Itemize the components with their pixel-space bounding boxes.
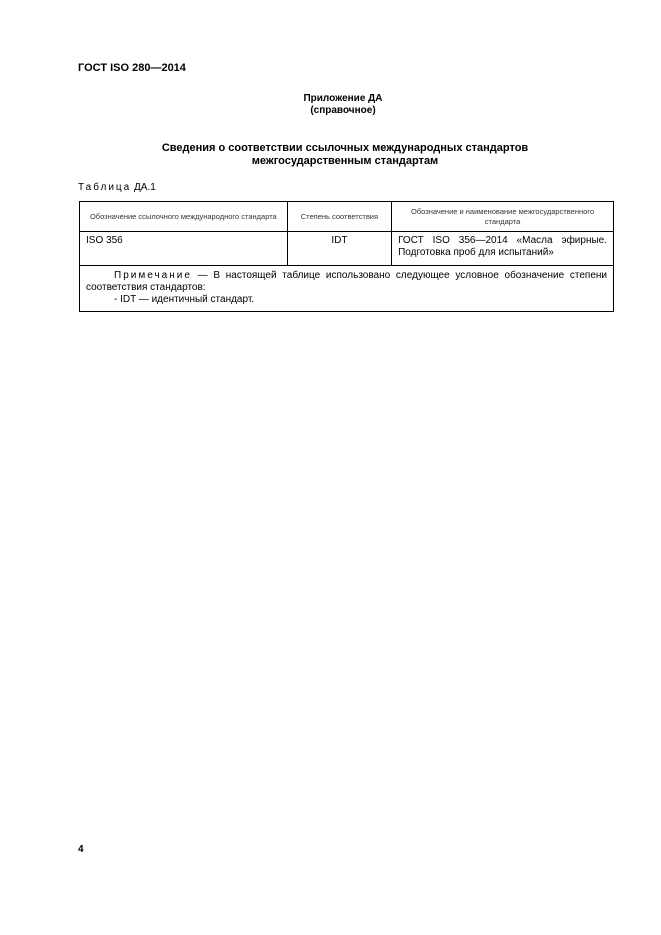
table-label <box>78 182 156 193</box>
appendix-subtitle: (справочное) <box>310 105 376 116</box>
section-heading <box>78 142 612 168</box>
column-header-interstate-standard: Обозначение и наименование межгосударственного стандарта <box>392 202 614 232</box>
appendix-title-block <box>0 93 661 117</box>
note-item: - IDT — идентичный стандарт. <box>114 294 255 305</box>
cell-degree: IDT <box>287 232 391 266</box>
heading-line-1: Сведения о соответствии ссылочных международных стандартов <box>161 142 529 154</box>
page-number: 4 <box>78 844 84 855</box>
document-code: ГОСТ ISO 280—2014 <box>78 62 186 74</box>
table-header-row <box>80 202 614 232</box>
table-note-row <box>80 266 614 312</box>
heading-line-2: межгосударственным стандартам <box>251 155 439 167</box>
note-title: Примечание <box>114 270 192 281</box>
table-label-prefix: Таблица <box>78 182 132 193</box>
column-header-reference: Обозначение ссылочного международного стандарта <box>80 202 288 232</box>
cell-reference: ISO 356 <box>80 232 288 266</box>
column-header-degree: Степень соответствия <box>287 202 391 232</box>
note-text: — В настоящей таблице использовано следующее условное обозначение степени соответствия стандартов: <box>86 270 607 293</box>
table-label-id: ДА.1 <box>134 182 156 193</box>
table-row <box>80 232 614 266</box>
cell-interstate-standard: ГОСТ ISO 356—2014 «Масла эфирные. Подготовка проб для испытаний» <box>392 232 614 266</box>
table-note <box>80 266 614 312</box>
appendix-title: Приложение ДА <box>303 93 383 104</box>
correspondence-table <box>79 201 614 312</box>
